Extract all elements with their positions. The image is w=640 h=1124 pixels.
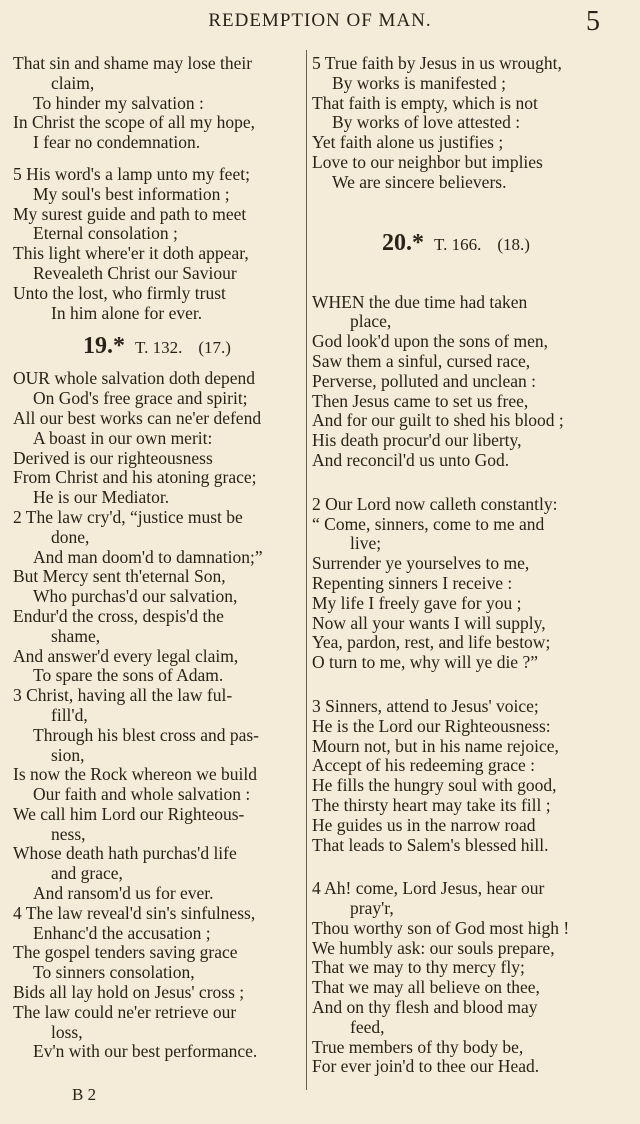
verse-line: pray'r, [350, 898, 394, 919]
hymn-meter: (18.) [497, 234, 530, 254]
verse-line: In him alone for ever. [51, 302, 203, 323]
verse-line: Through his blest cross and pas- [33, 724, 260, 745]
verse-line: But Mercy sent th'eternal Son, [13, 566, 226, 587]
hymn-18-verse-4-end [13, 54, 301, 153]
verse-line: God look'd upon the sons of men, [312, 331, 548, 352]
verse-line: Thou worthy son of God most high ! [312, 917, 570, 938]
verse-line: That sin and shame may lose their [13, 53, 253, 73]
verse-line: Bids all lay hold on Jesus' cross ; [13, 982, 245, 1003]
verse-line: Eternal consolation ; [33, 223, 178, 244]
verse-line: Yea, pardon, rest, and life bestow; [312, 632, 551, 653]
verse-line: 5 True faith by Jesus in us wrought, [312, 53, 562, 73]
verse-line: 4 Ah! come, Lord Jesus, hear our [312, 878, 545, 899]
verse-line: And man doom'd to damnation;” [33, 546, 263, 567]
hymn-meter: (17.) [198, 338, 231, 358]
verse-line: Is now the Rock whereon we build [13, 764, 257, 785]
verse-line: By works of love attested : [332, 112, 521, 133]
hymn-18-verse-5 [13, 165, 301, 323]
hymn-tune: T. 166. [434, 234, 482, 254]
verse-line: My surest guide and path to meet [13, 203, 247, 224]
verse-line: He is the Lord our Righteousness: [312, 715, 551, 736]
verse-line: We call him Lord our Righteous- [13, 803, 245, 824]
verse-line: Repenting sinners I receive : [312, 572, 513, 593]
verse-line: By works is manifested ; [332, 72, 507, 93]
verse-line: claim, [51, 72, 95, 93]
verse-line: He guides us in the narrow road [312, 814, 536, 835]
verse-line: sion, [51, 744, 85, 765]
verse-line: The gospel tenders saving grace [13, 942, 238, 963]
verse-line: WHEN the due time had taken [312, 291, 528, 312]
verse-line: That we may to thy mercy fly; [312, 957, 525, 978]
verse-line: loss, [51, 1021, 83, 1042]
hymn-20-verse-3 [312, 697, 600, 855]
hymn-tune: T. 132. [135, 338, 183, 358]
verse-line: The law could ne'er retrieve our [13, 1001, 237, 1022]
hymn-19-text [13, 369, 301, 1062]
verse-line: Revealeth Christ our Saviour [33, 262, 237, 283]
verse-line: The thirsty heart may take its fill ; [312, 794, 551, 815]
verse-line: Unto the lost, who firmly trust [13, 282, 226, 303]
verse-line: shame, [51, 625, 101, 646]
hymn-20-verse-4 [312, 879, 600, 1077]
verse-line: And answer'd every legal claim, [13, 645, 239, 666]
verse-line: Enhanc'd the accusation ; [33, 922, 211, 943]
verse-line: 2 The law cry'd, “justice must be [13, 506, 243, 527]
verse-line: And on thy flesh and blood may [312, 997, 538, 1018]
verse-line: He fills the hungry soul with good, [312, 775, 557, 796]
signature-mark: B 2 [72, 1085, 97, 1104]
verse-line: To spare the sons of Adam. [33, 665, 224, 686]
verse-line: To hinder my salvation : [33, 92, 204, 113]
verse-line: I fear no condemnation. [33, 132, 201, 153]
left-column [13, 54, 301, 1062]
verse-line: Then Jesus came to set us free, [312, 390, 529, 411]
verse-line: To sinners consolation, [33, 962, 195, 983]
verse-line: A boast in our own merit: [33, 427, 213, 448]
verse-line: 4 The law reveal'd sin's sinfulness, [13, 902, 256, 923]
page-number: 5 [586, 6, 600, 37]
verse-line: And ransom'd us for ever. [33, 883, 214, 904]
verse-line: fill'd, [51, 704, 88, 725]
right-column [312, 54, 600, 1077]
verse-line: done, [51, 526, 90, 547]
verse-line: Derived is our righteousness [13, 447, 213, 468]
verse-line: And reconcil'd us unto God. [312, 449, 510, 470]
verse-line: 3 Sinners, attend to Jesus' voice; [312, 695, 539, 716]
verse-line: From Christ and his atoning grace; [13, 467, 257, 488]
verse-line: O turn to me, why will ye die ?” [312, 652, 538, 673]
hymn-20-verse-2 [312, 495, 600, 673]
verse-line: That we may all believe on thee, [312, 977, 540, 998]
hymn-number: 19.* [83, 333, 126, 360]
verse-line: We are sincere believers. [332, 171, 507, 192]
verse-line: For ever join'd to thee our Head. [312, 1056, 540, 1077]
verse-line: Ev'n with our best performance. [33, 1041, 258, 1062]
verse-line: and grace, [51, 863, 123, 884]
column-divider [306, 50, 307, 1090]
verse-line: This light where'er it doth appear, [13, 243, 249, 264]
verse-line: On God's free grace and spirit; [33, 388, 248, 409]
verse-line: “ Come, sinners, come to me and [312, 513, 545, 534]
verse-line: Who purchas'd our salvation, [33, 586, 238, 607]
verse-line: Mourn not, but in his name rejoice, [312, 735, 559, 756]
verse-line: 5 His word's a lamp unto my feet; [13, 163, 250, 184]
verse-line: Accept of his redeeming grace : [312, 755, 536, 776]
verse-line: place, [350, 311, 392, 332]
hymn-20-heading [312, 193, 600, 293]
verse-line: Saw them a sinful, cursed race, [312, 350, 531, 371]
verse-line: True members of thy body be, [312, 1036, 524, 1057]
verse-line: ness, [51, 823, 86, 844]
verse-line: That faith is empty, which is not [312, 92, 538, 113]
verse-line: That leads to Salem's blessed hill. [312, 834, 549, 855]
verse-line: My soul's best information ; [33, 183, 230, 204]
running-title: REDEMPTION OF MAN. [208, 10, 432, 31]
hymn-number: 20.* [382, 229, 425, 256]
verse-line: feed, [350, 1016, 385, 1037]
verse-line: And for our guilt to shed his blood ; [312, 410, 564, 431]
verse-line: All our best works can ne'er defend [13, 407, 262, 428]
verse-line: Our faith and whole salvation : [33, 784, 251, 805]
hymn-19-verse-5 [312, 54, 600, 193]
verse-line: Yet faith alone us justifies ; [312, 132, 504, 153]
verse-line: His death procur'd our liberty, [312, 430, 522, 451]
hymn-20-verse-1 [312, 293, 600, 471]
verse-line: Love to our neighbor but implies [312, 151, 543, 172]
verse-line: OUR whole salvation doth depend [13, 368, 256, 389]
verse-line: He is our Mediator. [33, 487, 170, 508]
verse-line: Now all your wants I will supply, [312, 612, 546, 633]
verse-line: We humbly ask: our souls prepare, [312, 937, 555, 958]
verse-line: 3 Christ, having all the law ful- [13, 685, 233, 706]
verse-line: Whose death hath purchas'd life [13, 843, 237, 864]
hymn-19-heading [13, 323, 301, 369]
page-header [0, 6, 640, 36]
verse-line: Endur'd the cross, despis'd the [13, 605, 224, 626]
verse-line: live; [350, 533, 382, 554]
verse-line: 2 Our Lord now calleth constantly: [312, 493, 558, 514]
verse-line: Surrender ye yourselves to me, [312, 553, 530, 574]
verse-line: My life I freely gave for you ; [312, 592, 522, 613]
verse-line: Perverse, polluted and unclean : [312, 370, 537, 391]
verse-line: In Christ the scope of all my hope, [13, 112, 256, 133]
